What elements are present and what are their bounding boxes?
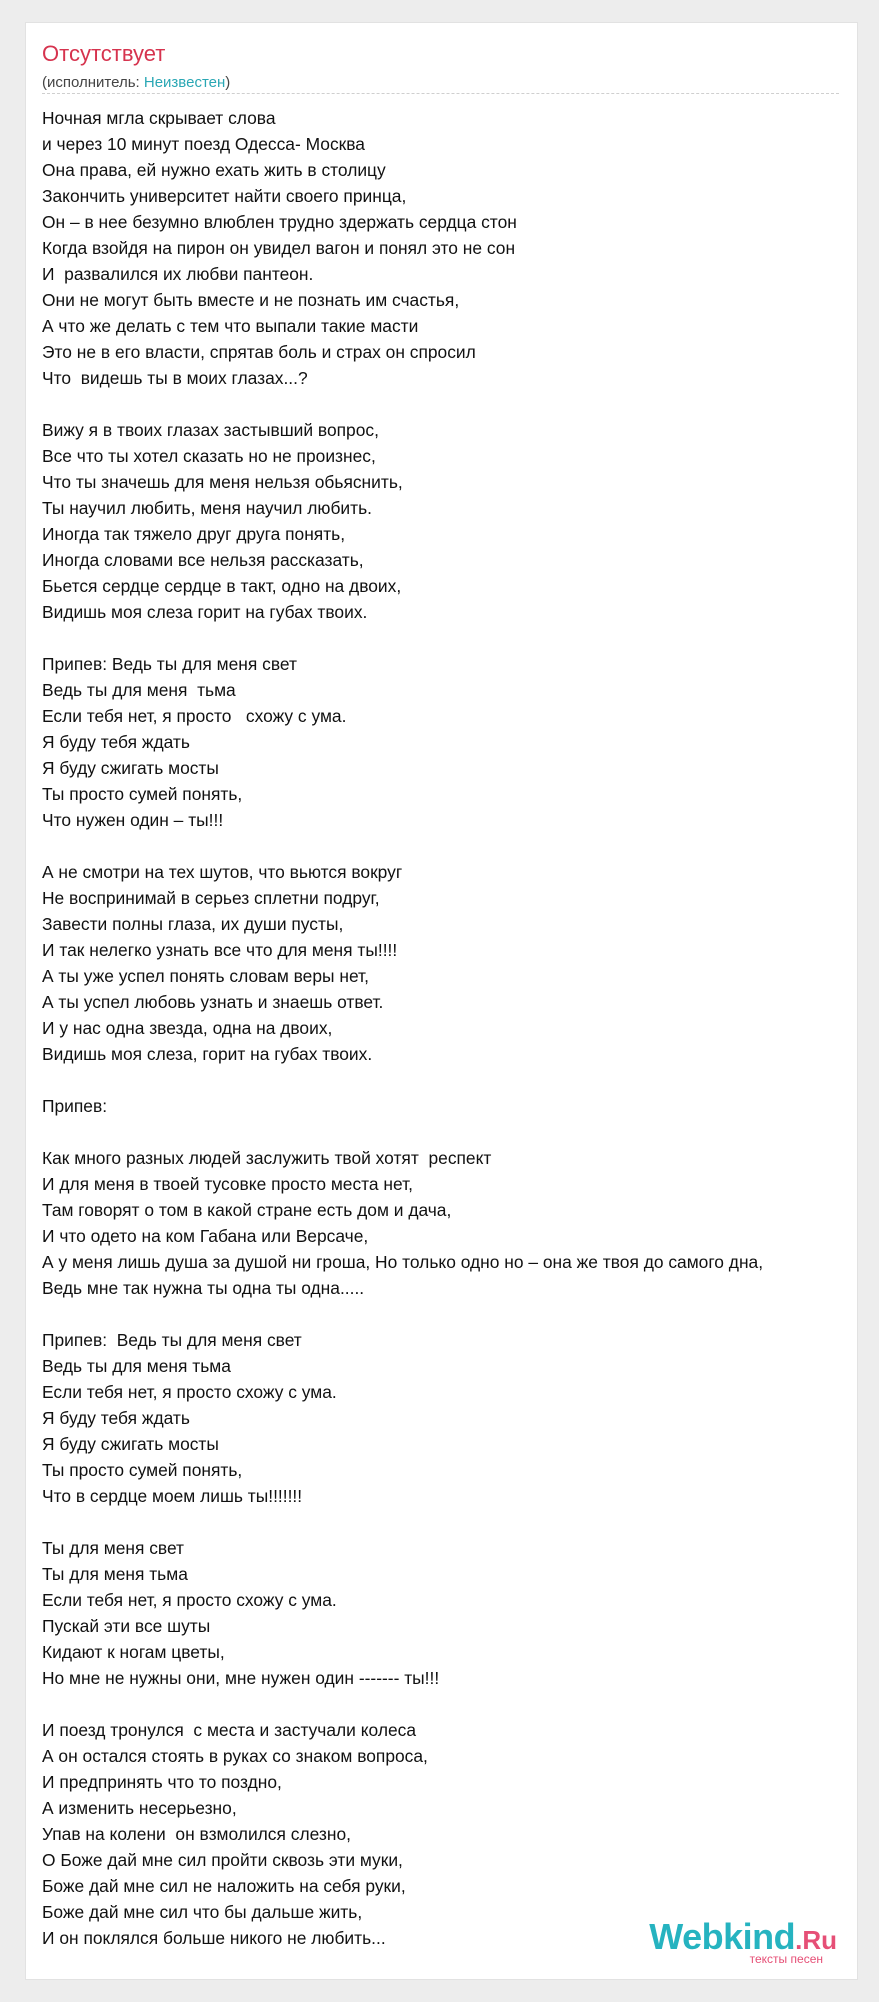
blank-line bbox=[42, 833, 857, 859]
lyric-line: Они не могут быть вместе и не познать им счастья, bbox=[42, 290, 460, 310]
lyric-line: А не смотри на тех шутов, что вьются вокруг bbox=[42, 862, 403, 882]
lyric-line: Вижу я в твоих глазах застывший вопрос, bbox=[42, 420, 379, 440]
lyric-line: Боже дай мне сил не наложить на себя руки, bbox=[42, 1876, 406, 1896]
artist-line bbox=[42, 75, 230, 90]
lyric-line: Ты научил любить, меня научил любить. bbox=[42, 498, 373, 518]
lyric-line: О Боже дай мне сил пройти сквозь эти муки, bbox=[42, 1850, 403, 1870]
lyric-line: А ты уже успел понять словам веры нет, bbox=[42, 966, 369, 986]
lyric-line: И для меня в твоей тусовке просто места нет, bbox=[42, 1174, 413, 1194]
blank-line bbox=[42, 1301, 857, 1327]
lyric-line: Завести полны глаза, их души пусты, bbox=[42, 914, 344, 934]
lyric-line: Бьется сердце сердце в такт, одно на двоих, bbox=[42, 576, 402, 596]
lyric-line: Как много разных людей заслужить твой хотят респект bbox=[42, 1148, 492, 1168]
artist-link[interactable]: Неизвестен bbox=[143, 74, 226, 91]
lyric-line: и через 10 минут поезд Одесса- Москва bbox=[42, 134, 365, 154]
lyric-line: Видишь моя слеза, горит на губах твоих. bbox=[42, 1044, 373, 1064]
lyric-line: Упав на колени он взмолился слезно, bbox=[42, 1824, 351, 1844]
lyric-line: Не воспринимай в серьез сплетни подруг, bbox=[42, 888, 380, 908]
lyric-line: Он – в нее безумно влюблен трудно здержать сердца стон bbox=[42, 212, 517, 232]
lyric-line: Ты для меня тьма bbox=[42, 1564, 188, 1584]
logo-subtitle: тексты песен bbox=[749, 1952, 823, 1966]
blank-line bbox=[42, 391, 857, 417]
lyric-line: Припев: bbox=[42, 1096, 108, 1116]
lyric-line: Что в сердце моем лишь ты!!!!!!! bbox=[42, 1486, 303, 1506]
lyrics-text bbox=[42, 105, 857, 1951]
lyric-line: Припев: Ведь ты для меня свет bbox=[42, 654, 297, 674]
lyric-line: Если тебя нет, я просто схожу с ума. bbox=[42, 1382, 337, 1402]
lyric-line: Ведь ты для меня тьма bbox=[42, 1356, 231, 1376]
lyric-line: А изменить несерьезно, bbox=[42, 1798, 237, 1818]
lyric-line: Что видешь ты в моих глазах...? bbox=[42, 368, 308, 388]
lyric-line: Закончить университет найти своего принца, bbox=[42, 186, 407, 206]
lyric-line: Она права, ей нужно ехать жить в столицу bbox=[42, 160, 386, 180]
lyric-line: Ведь мне так нужна ты одна ты одна..... bbox=[42, 1278, 365, 1298]
lyric-line: Ведь ты для меня тьма bbox=[42, 680, 236, 700]
lyric-line: Если тебя нет, я просто схожу с ума. bbox=[42, 1590, 337, 1610]
blank-line bbox=[42, 625, 857, 651]
lyric-line: И поезд тронулся с места и застучали колеса bbox=[42, 1720, 416, 1740]
lyric-line: Боже дай мне сил что бы дальше жить, bbox=[42, 1902, 363, 1922]
lyrics-page bbox=[25, 22, 858, 1980]
lyric-line: Когда взойдя на пирон он увидел вагон и понял это не сон bbox=[42, 238, 516, 258]
lyric-line: Я буду сжигать мосты bbox=[42, 1434, 219, 1454]
lyric-line: И так нелегко узнать все что для меня ты!!!! bbox=[42, 940, 398, 960]
song-title: Отсутствует bbox=[42, 41, 166, 66]
lyric-line: И развалился их любви пантеон. bbox=[42, 264, 314, 284]
blank-line bbox=[42, 1119, 857, 1145]
lyric-line: Что нужен один – ты!!! bbox=[42, 810, 224, 830]
lyric-line: А он остался стоять в руках со знаком вопроса, bbox=[42, 1746, 428, 1766]
lyric-line: Все что ты хотел сказать но не произнес, bbox=[42, 446, 376, 466]
lyric-line: Но мне не нужны они, мне нужен один ------- ты!!! bbox=[42, 1668, 440, 1688]
lyric-line: Если тебя нет, я просто схожу с ума. bbox=[42, 706, 347, 726]
lyric-line: Я буду тебя ждать bbox=[42, 1408, 190, 1428]
blank-line bbox=[42, 1691, 857, 1717]
lyric-line: Ты для меня свет bbox=[42, 1538, 185, 1558]
lyric-line: Припев: Ведь ты для меня свет bbox=[42, 1330, 302, 1350]
lyric-line: И у нас одна звезда, одна на двоих, bbox=[42, 1018, 333, 1038]
lyric-line: А у меня лишь душа за душой ни гроша, Но только одно но – она же твоя до самого дна, bbox=[42, 1252, 764, 1272]
lyric-line: И что одето на ком Габана или Версаче, bbox=[42, 1226, 369, 1246]
lyric-line: Я буду тебя ждать bbox=[42, 732, 190, 752]
lyric-line: Что ты значешь для меня нельзя обьяснить, bbox=[42, 472, 403, 492]
lyric-line: Ты просто сумей понять, bbox=[42, 1460, 243, 1480]
site-logo[interactable] bbox=[649, 1916, 837, 1966]
lyric-line: Кидают к ногам цветы, bbox=[42, 1642, 225, 1662]
header-divider bbox=[42, 93, 839, 94]
blank-line bbox=[42, 1067, 857, 1093]
lyric-line: И он поклялся больше никого не любить... bbox=[42, 1928, 386, 1948]
lyric-line: А ты успел любовь узнать и знаешь ответ. bbox=[42, 992, 384, 1012]
lyric-line: Это не в его власти, спрятав боль и страх он спросил bbox=[42, 342, 476, 362]
logo-tld-text: .Ru bbox=[795, 1925, 837, 1955]
lyric-line: Иногда так тяжело друг друга понять, bbox=[42, 524, 346, 544]
lyric-line: Иногда словами все нельзя рассказать, bbox=[42, 550, 364, 570]
lyric-line: А что же делать с тем что выпали такие масти bbox=[42, 316, 419, 336]
lyric-line: Я буду сжигать мосты bbox=[42, 758, 219, 778]
lyric-line: Ночная мгла скрывает слова bbox=[42, 108, 276, 128]
blank-line bbox=[42, 1509, 857, 1535]
lyric-line: Ты просто сумей понять, bbox=[42, 784, 243, 804]
artist-prefix: (исполнитель: bbox=[42, 74, 144, 91]
lyric-line: Видишь моя слеза горит на губах твоих. bbox=[42, 602, 368, 622]
logo-main-text: Webkind bbox=[649, 1916, 796, 1957]
lyric-line: Пускай эти все шуты bbox=[42, 1616, 211, 1636]
artist-suffix: ) bbox=[225, 74, 231, 91]
lyric-line: Там говорят о том в какой стране есть дом и дача, bbox=[42, 1200, 452, 1220]
lyric-line: И предпринять что то поздно, bbox=[42, 1772, 282, 1792]
